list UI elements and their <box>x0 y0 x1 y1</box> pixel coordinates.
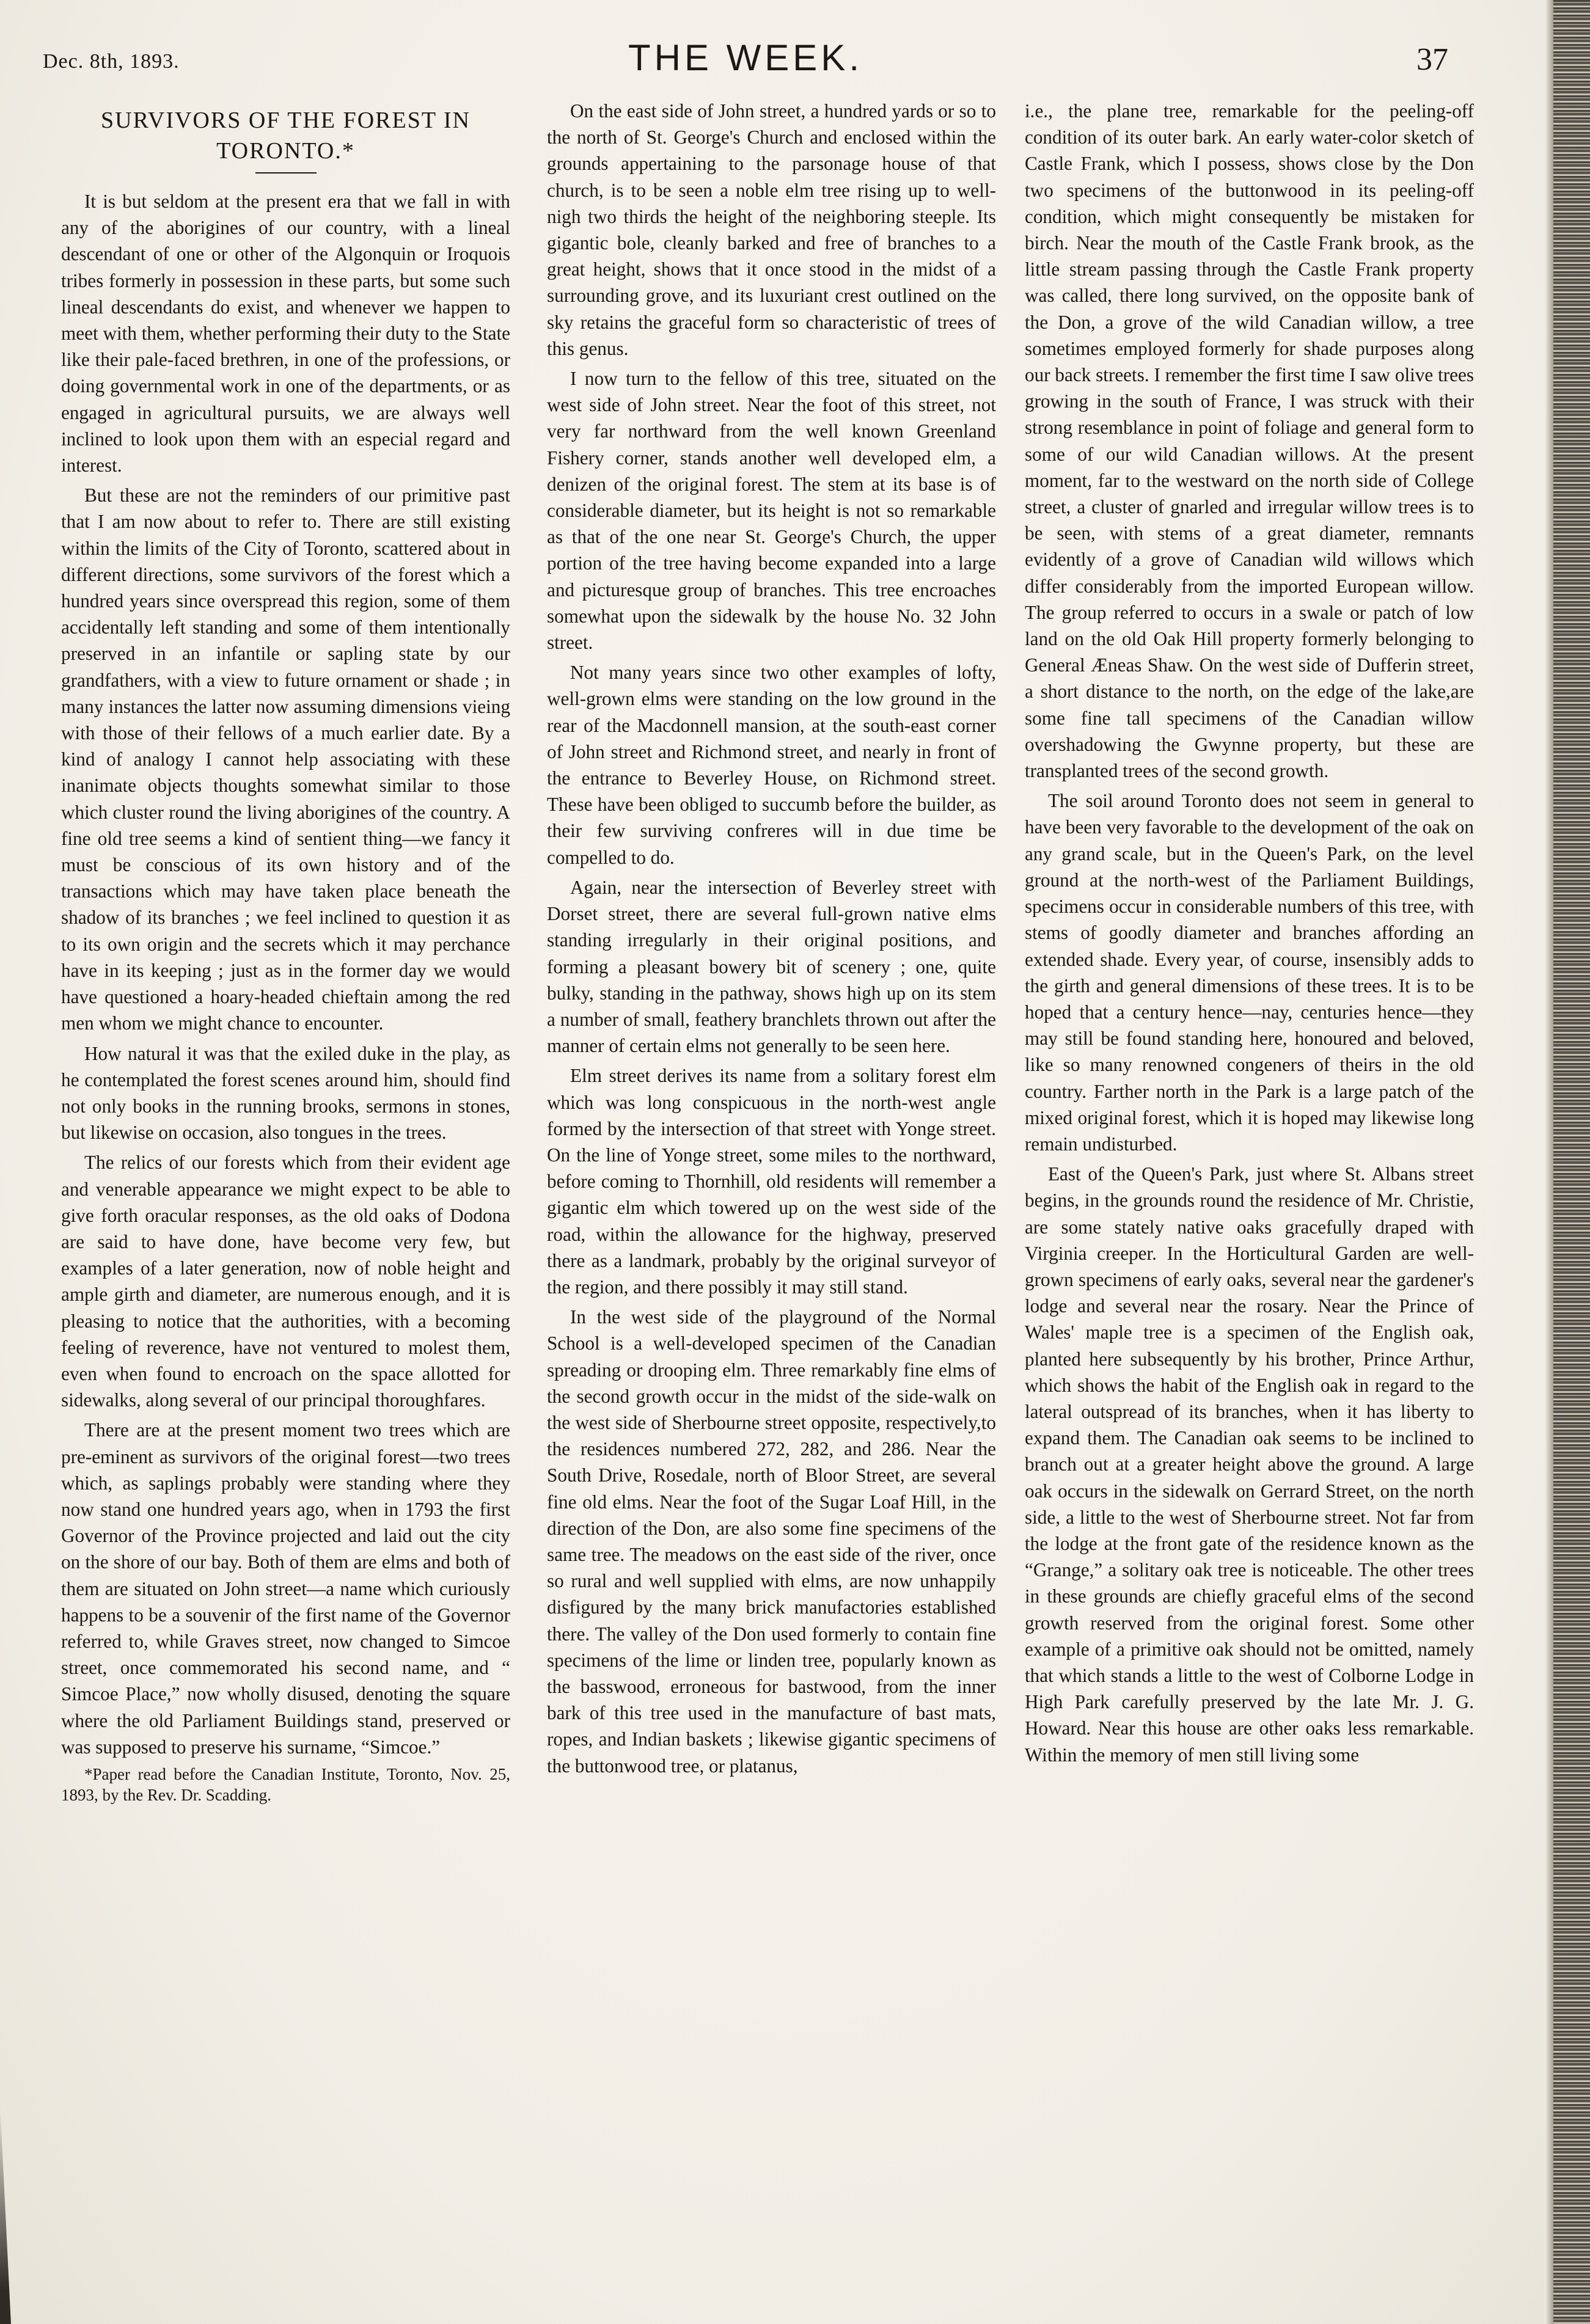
article-title-line-2: TORONTO.* <box>216 138 355 164</box>
paragraph-continued: i.e., the plane tree, remarkable for the peeling-off condition of its outer bark. An early water-color sketch of Castle Frank, which I possess, shows close by the Don two specimens of the buttonwood in its peeling-off condition, which might consequently be mistaken for birch. Near the mouth of the Castle Frank brook, as the little stream passing through the Castle Frank property was called, there long survived, on the opposite bank of the Don, a grove of the wild Canadian willow, a tree sometimes employed formerly for shade purposes along our back streets. I remember the first time I saw olive trees growing in the south of France, I was struck with their strong resemblance in point of foliage and general form to some of our wild Canadian willows. At the present moment, far to the westward on the north side of College street, a cluster of gnarled and irregular willow trees is to be seen, with stems of a great diameter, remnants evidently of a grove of Canadian wild willows which differ considerably from the imported European willow. The group referred to occurs in a swale or patch of low land on the old Oak Hill property formerly belonging to General Æneas Shaw. On the west side of Dufferin street, a short distance to the north, on the edge of the lake,are some fine tall specimens of the Canadian willow overshadowing the Gwynne property, but these are transplanted trees of the second growth. <box>1025 100 1474 782</box>
masthead-title: THE WEEK. <box>628 37 863 78</box>
paragraph: Elm street derives its name from a solitary forest elm which was long conspicuous in the north-west angle formed by the intersection of that street with Yonge street. On the line of Yonge street, some miles to the northward, before coming to Thornhill, old residents will remember a gigantic elm which towered up on the west side of the road, within the allowance for the highway, preserved there as a landmark, probably by the original surveyor of the region, and there possibly it may still stand. <box>547 1065 996 1298</box>
paragraph: In the west side of the playground of the Normal School is a well-developed specimen of the Canadian spreading or drooping elm. Three remarkably fine elms of the second growth occur in the midst of the side-walk on the west side of Sherbourne street opposite, respectively,to the residences numbered 272, 282, and 286. Near the South Drive, Rosedale, north of Bloor Street, are several fine old elms. Near the foot of the Sugar Loaf Hill, in the direction of the Don, are also some fine specimens of the same tree. The meadows on the east side of the river, once so rural and well supplied with elms, are now unhappily disfigured by the many brick manufactories established there. The valley of the Don used formerly to contain fine specimens of the lime or linden tree, popularly known as the basswood, erroneous for bastwood, from the inner bark of this tree used in the manufacture of bast mats, ropes, and Indian baskets ; likewise gigantic specimens of the buttonwood tree, or platanus, <box>547 1306 996 1777</box>
paragraph: I now turn to the fellow of this tree, situated on the west side of John street. Near the foot of this street, not very far northward from the well known Greenland Fishery corner, stands another well developed elm, a denizen of the original forest. The stem at its base is of considerable diameter, but its height is not so remarkable as that of the one near St. George's Church, the upper portion of the tree having become expanded into a large and picturesque group of branches. This tree encroaches somewhat upon the sidewalk by the house No. 32 John street. <box>547 368 996 654</box>
paragraph: The soil around Toronto does not seem in general to have been very favorable to the development of the oak on any grand scale, but in the Queen's Park, on the level ground at the north-west of the Parliament Buildings, specimens occur in considerable numbers of this tree, with stems of goodly diameter and branches affording an extended shade. Every year, of course, insensibly adds to the girth and general dimensions of these trees. It is to be hoped that a century hence—nay, centuries hence—they may still be found standing here, honoured and beloved, like so many renowned congeners of theirs in the old country. Farther north in the Park is a large patch of the mixed original forest, which it is hoped may likewise long remain undisturbed. <box>1025 790 1474 1155</box>
paragraph: There are at the present moment two trees which are pre-eminent as survivors of the original forest—two trees which, as saplings probably were standing where they now stand one hundred years ago, when in 1793 the first Governor of the Province projected and laid out the city on the shore of our bay. Both of them are elms and both of them are situated on John street—a name which curiously happens to be a souvenir of the first name of the Governor referred to, while Graves street, now changed to Simcoe street, once commemorated his second name, and “ Simcoe Place,” now wholly disused, denoting the square where the old Parliament Buildings stand, preserved or was supposed to preserve his surname, “Simcoe.” <box>61 1419 510 1758</box>
page-number: 37 <box>1416 42 1448 77</box>
page-edge-left-bottom <box>0 2104 55 2324</box>
paragraph: Not many years since two other examples of lofty, well-grown elms were standing on the low ground in the rear of the Macdonnell mansion, at the south-east corner of John street and Richmond street, and nearly in front of the entrance to Beverley House, on Richmond street. These have been obliged to succumb before the builder, as their few surviving confreres will in due time be compelled to do. <box>547 662 996 868</box>
paragraph: It is but seldom at the present era that we fall in with any of the aborigines of our country, with a lineal descendant of one or other of the Algonquin or Iroquois tribes formerly in possession in these parts, but some such lineal descendants do exist, and whenever we happen to meet with them, whether performing their duty to the State like their pale-faced brethren, in one of the professions, or doing governmental work in one of the departments, or as engaged in agricultural pursuits, we are always well inclined to look upon them with an especial regard and interest. <box>61 191 510 477</box>
article-title-line-1: SURVIVORS OF THE FOREST IN <box>101 108 471 133</box>
paragraph: Again, near the intersection of Beverley street with Dorset street, there are several full-grown native elms standing irregularly in their original positions, and forming a pleasant bowery bit of scenery ; one, quite bulky, standing in the pathway, shows high up on its stem a number of small, feathery branchlets thrown out after the manner of certain elms not generally to be seen here. <box>547 876 996 1057</box>
column-2 <box>547 98 996 1783</box>
binding-shadow <box>1545 0 1553 2324</box>
paragraph: But these are not the reminders of our primitive past that I am now about to refer to. There are still existing within the limits of the City of Toronto, scattered about in different directions, some survivors of the forest which a hundred years since overspread this region, some of them accidentally left standing and some of them intentionally preserved in an infantile or sapling state by our grandfathers, with a view to future ornament or shade ; in many instances the latter now assuming dimensions vieing with those of their fellows of a much earlier date. By a kind of analogy I cannot help associating with these inanimate objects thoughts somewhat similar to those which cluster round the living aborigines of the country. A fine old tree seems a kind of sentient thing—we fancy it must be conscious of its own history and of the transactions which may have taken place beneath the shadow of its branches ; we feel inclined to question it as to its own origin and the secrets which it may perchance have in its keeping ; just as in the former day we would have questioned a hoary-headed chieftain among the red men whom we might chance to encounter. <box>61 484 510 1034</box>
page-edge-right <box>1553 0 1590 2324</box>
title-rule <box>255 172 317 174</box>
paragraph: East of the Queen's Park, just where St. Albans street begins, in the grounds round the residence of Mr. Christie, are some stately native oaks gracefully draped with Virginia creeper. In the Horticultural Garden are well-grown specimens of early oaks, several near the gardener's lodge and several near the rosary. Near the Prince of Wales' maple tree is a specimen of the English oak, planted here subsequently by his brother, Prince Arthur, which shows the habit of the English oak in regard to the lateral outspread of its branches, when it has liberty to expand them. The Canadian oak seems to be inclined to branch out at a greater height above the ground. A large oak occurs in the sidewalk on Gerrard Street, on the north side, a little to the west of Sherbourne street. Not far from the lodge at the front gate of the residence known as the “Grange,” a solitary oak tree is noticeable. The other trees in these grounds are chiefly graceful elms of the second growth reserved from the original forest. Some other example of a primitive oak should not be omitted, namely that which stands a little to the west of Colborne Lodge in High Park carefully preserved by the late Mr. J. G. Howard. Near this house are other oaks less remarkable. Within the memory of men still living some <box>1025 1163 1474 1766</box>
column-1 <box>61 98 510 1809</box>
article-title <box>61 105 510 166</box>
paragraph: How natural it was that the exiled duke in the play, as he contemplated the forest scenes around him, should find not only books in the running brooks, sermons in stones, but likewise on occasion, also tongues in the trees. <box>61 1042 510 1144</box>
issue-date: Dec. 8th, 1893. <box>43 50 180 73</box>
page-header <box>43 37 1448 86</box>
footnote: *Paper read before the Canadian Institute, Toronto, Nov. 25, 1893, by the Rev. Dr. Scadding. <box>61 1764 510 1804</box>
column-3 <box>1025 98 1474 1772</box>
paragraph: On the east side of John street, a hundred yards or so to the north of St. George's Church and enclosed within the grounds appertaining to the parsonage house of that church, is to be seen a noble elm tree rising up to well-nigh two thirds the height of the neighboring steeple. Its gigantic bole, cleanly barked and free of branches to a great height, shows that it once stood in the midst of a surrounding grove, and its luxuriant crest outlined on the sky retains the graceful form so characteristic of trees of this genus. <box>547 100 996 359</box>
paragraph: The relics of our forests which from their evident age and venerable appearance we might expect to be able to give forth oracular responses, as the old oaks of Dodona are said to have done, have become very few, but examples of a later generation, now of noble height and ample girth and diameter, are numerous enough, and it is pleasing to notice that the authorities, with a becoming feeling of reverence, have not ventured to molest them, even when found to encroach on the space allotted for sidewalks, along several of our principal thoroughfares. <box>61 1152 510 1411</box>
